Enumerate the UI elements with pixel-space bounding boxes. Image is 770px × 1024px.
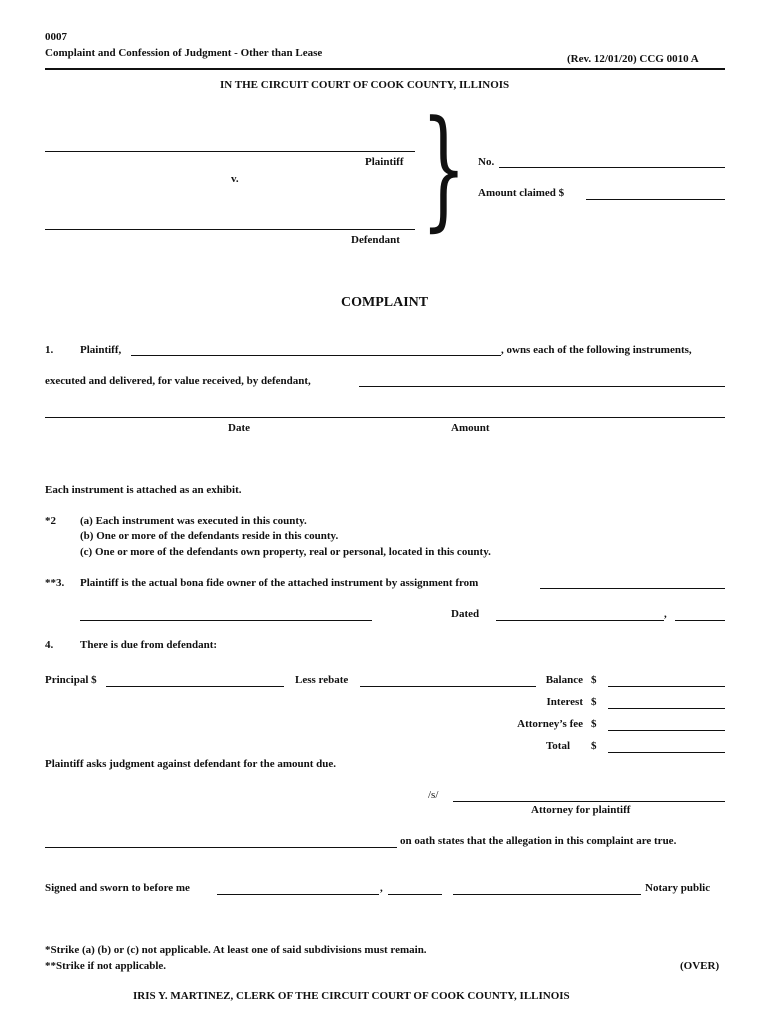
assignor-field[interactable] — [540, 588, 725, 589]
assignment-year-field[interactable] — [675, 620, 725, 621]
amount-column-label: Amount — [451, 422, 490, 434]
attorneys-fee-label: Attorney’s fee — [517, 718, 583, 730]
sworn-date-comma: , — [380, 882, 383, 894]
case-number-label: No. — [478, 156, 495, 168]
balance-dollar: $ — [591, 674, 597, 686]
paragraph-1-owns-text: , owns each of the following instruments, — [501, 344, 692, 356]
signature-mark: /s/ — [428, 789, 439, 801]
paragraph-2-number: *2 — [45, 515, 56, 527]
footnote-strike-not-applicable: **Strike if not applicable. — [45, 960, 167, 972]
assignor-continued-field[interactable] — [80, 620, 372, 621]
balance-label: Balance — [545, 674, 583, 686]
principal-field[interactable] — [106, 686, 284, 687]
defendant-label: Defendant — [351, 234, 400, 246]
paragraph-2a: (a) Each instrument was executed in this county. — [80, 515, 307, 527]
paragraph-1-number: 1. — [45, 344, 54, 356]
paragraph-3-text: Plaintiff is the actual bona fide owner of the attached instrument by assignment from — [80, 577, 479, 589]
judgment-request: Plaintiff asks judgment against defendant for the amount due. — [45, 758, 337, 770]
principal-label: Principal $ — [45, 674, 97, 686]
less-rebate-label: Less rebate — [295, 674, 349, 686]
attorneys-fee-field[interactable] — [608, 730, 725, 731]
caption-brace: } — [421, 92, 467, 244]
oath-statement: on oath states that the allegation in this complaint are true. — [400, 835, 677, 847]
over-label: (OVER) — [680, 960, 720, 972]
plaintiff-label: Plaintiff — [365, 156, 404, 168]
sworn-date-field[interactable] — [217, 894, 379, 895]
attorneys-fee-dollar: $ — [591, 718, 597, 730]
form-title: Complaint and Confession of Judgment - Other than Lease — [45, 47, 323, 59]
paragraph-4-number: 4. — [45, 639, 54, 651]
case-number-field[interactable] — [499, 167, 725, 168]
clerk-line: IRIS Y. MARTINEZ, CLERK OF THE CIRCUIT COURT OF COOK COUNTY, ILLINOIS — [133, 990, 570, 1002]
amount-claimed-label: Amount claimed $ — [478, 187, 565, 199]
notary-signature-field[interactable] — [453, 894, 641, 895]
assignment-date-field[interactable] — [496, 620, 664, 621]
date-column-label: Date — [228, 422, 250, 434]
interest-field[interactable] — [608, 708, 725, 709]
versus-label: v. — [231, 173, 239, 185]
dated-label: Dated — [451, 608, 480, 620]
signed-sworn-label: Signed and sworn to before me — [45, 882, 190, 894]
paragraph-1-executed-text: executed and delivered, for value received, by defendant, — [45, 375, 311, 387]
paragraph-1-plaintiff-label: Plaintiff, — [80, 344, 122, 356]
total-field[interactable] — [608, 752, 725, 753]
header-rule — [45, 68, 725, 70]
amount-claimed-field[interactable] — [586, 199, 725, 200]
paragraph-4-text: There is due from defendant: — [80, 639, 218, 651]
affiant-name-field[interactable] — [45, 847, 397, 848]
court-name: IN THE CIRCUIT COURT OF COOK COUNTY, ILLINOIS — [220, 79, 510, 91]
notary-public-label: Notary public — [645, 882, 711, 894]
complaint-heading: COMPLAINT — [341, 295, 429, 310]
date-comma: , — [664, 608, 667, 620]
form-revision: (Rev. 12/01/20) CCG 0010 A — [567, 53, 699, 65]
plaintiff-name-field[interactable] — [45, 151, 415, 152]
attorney-for-plaintiff-label: Attorney for plaintiff — [531, 804, 631, 816]
balance-field[interactable] — [608, 686, 725, 687]
sworn-year-field[interactable] — [388, 894, 442, 895]
plaintiff-owner-field[interactable] — [131, 355, 501, 356]
interest-label: Interest — [546, 696, 583, 708]
total-label: Total — [545, 740, 570, 752]
less-rebate-field[interactable] — [360, 686, 536, 687]
footnote-strike-abc: *Strike (a) (b) or (c) not applicable. At least one of said subdivisions must remain. — [45, 944, 427, 956]
instrument-details-field[interactable] — [45, 417, 725, 418]
paragraph-2b: (b) One or more of the defendants reside in this county. — [80, 530, 339, 542]
exhibit-statement: Each instrument is attached as an exhibit. — [45, 484, 242, 496]
defendant-name-field[interactable] — [45, 229, 415, 230]
form-number: 0007 — [45, 31, 67, 43]
interest-dollar: $ — [591, 696, 597, 708]
paragraph-3-number: **3. — [45, 577, 65, 589]
defendant-instrument-field[interactable] — [359, 386, 725, 387]
attorney-signature-field[interactable] — [453, 801, 725, 802]
total-dollar: $ — [591, 740, 597, 752]
paragraph-2c: (c) One or more of the defendants own property, real or personal, located in this county. — [80, 546, 491, 558]
